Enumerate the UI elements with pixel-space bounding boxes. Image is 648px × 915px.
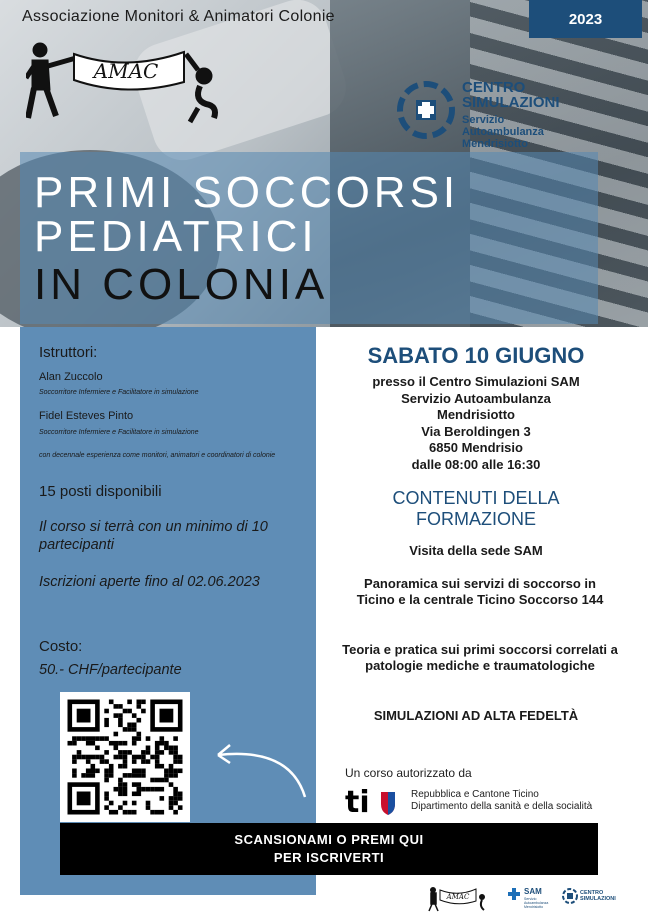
cost-label: Costo: — [39, 638, 83, 655]
org-name: Associazione Monitori & Animatori Colonie — [22, 8, 335, 25]
ticino-logo — [345, 786, 397, 816]
curved-arrow-icon — [200, 735, 310, 805]
event-location: presso il Centro Simulazioni SAM Servizio Autoambulanza Mendrisiotto Via Beroldingen 3 6850 Mendrisio dalle 08:00 alle 16:30 — [372, 374, 580, 472]
footer-sam-logo — [508, 887, 548, 909]
svg-text:AMAC: AMAC — [446, 893, 470, 901]
centro-simulazioni-title: CENTRO SIMULAZIONI — [462, 79, 560, 111]
content-item: Visita della sede SAM — [409, 543, 543, 558]
minimum-participants: Il corso si terrà con un minimo di 10 partecipanti — [39, 519, 268, 553]
svg-text:Mendrisiotto: Mendrisiotto — [524, 905, 544, 909]
year-badge: 2023 — [529, 0, 642, 38]
title-line-2: PEDIATRICI — [34, 212, 318, 261]
title-line-3: IN COLONIA — [34, 260, 329, 309]
instructors-heading: Istruttori: — [39, 344, 98, 361]
register-button[interactable] — [60, 823, 598, 875]
authorization-label: Un corso autorizzato da — [345, 766, 472, 780]
centro-simulazioni-subtitle: Servizio Autoambulanza Mendrisiotto — [462, 114, 544, 150]
svg-text:CENTRO: CENTRO — [580, 890, 604, 896]
instructor-role: Soccorritore Infermiere e Facilitatore in simulazione — [39, 389, 199, 396]
cost-value: 50.- CHF/partecipante — [39, 662, 182, 678]
instructors-experience: con decennale esperienza come monitori, animatori e coordinatori di colonie — [39, 452, 276, 459]
event-date: SABATO 10 GIUGNO — [367, 343, 585, 368]
svg-text:ti: ti — [345, 786, 370, 816]
title-line-1: PRIMI SOCCORSI — [34, 168, 460, 217]
register-button-line1: SCANSIONAMI O PREMI QUI — [234, 832, 424, 847]
qr-code[interactable] — [60, 692, 190, 822]
content-item: Panoramica sui servizi di soccorso in Ticino e la centrale Ticino Soccorso 144 — [356, 576, 604, 607]
amac-logo — [26, 38, 226, 128]
svg-text:SIMULAZIONI: SIMULAZIONI — [580, 896, 616, 902]
instructor-name: Alan Zuccolo — [39, 371, 103, 383]
authorization-org: Repubblica e Cantone Ticino Dipartimento della sanità e della socialità — [411, 789, 593, 812]
svg-text:SAM: SAM — [524, 887, 542, 896]
svg-text:Servizio: Servizio — [524, 897, 537, 901]
register-button-line2: PER ISCRIVERTI — [273, 850, 385, 865]
registration-deadline: Iscrizioni aperte fino al 02.06.2023 — [39, 574, 260, 590]
footer-centro-simulazioni-logo — [563, 889, 616, 903]
footer-logos — [428, 884, 643, 912]
footer-amac-logo — [429, 887, 485, 911]
seats-available: 15 posti disponibili — [39, 483, 162, 500]
content-item: Teoria e pratica sui primi soccorsi correlati a patologie mediche e traumatologiche — [342, 642, 618, 673]
contents-heading: CONTENUTI DELLA FORMAZIONE — [392, 488, 560, 529]
content-item: SIMULAZIONI AD ALTA FEDELTÀ — [373, 708, 579, 723]
centro-simulazioni-icon — [394, 78, 458, 142]
svg-text:Autoambulanza: Autoambulanza — [524, 901, 549, 905]
amac-logo-text: AMAC — [93, 59, 159, 83]
qr-code-pattern — [60, 692, 190, 822]
instructor-role: Soccorritore Infermiere e Facilitatore in simulazione — [39, 429, 199, 436]
instructor-name: Fidel Esteves Pinto — [39, 410, 134, 422]
